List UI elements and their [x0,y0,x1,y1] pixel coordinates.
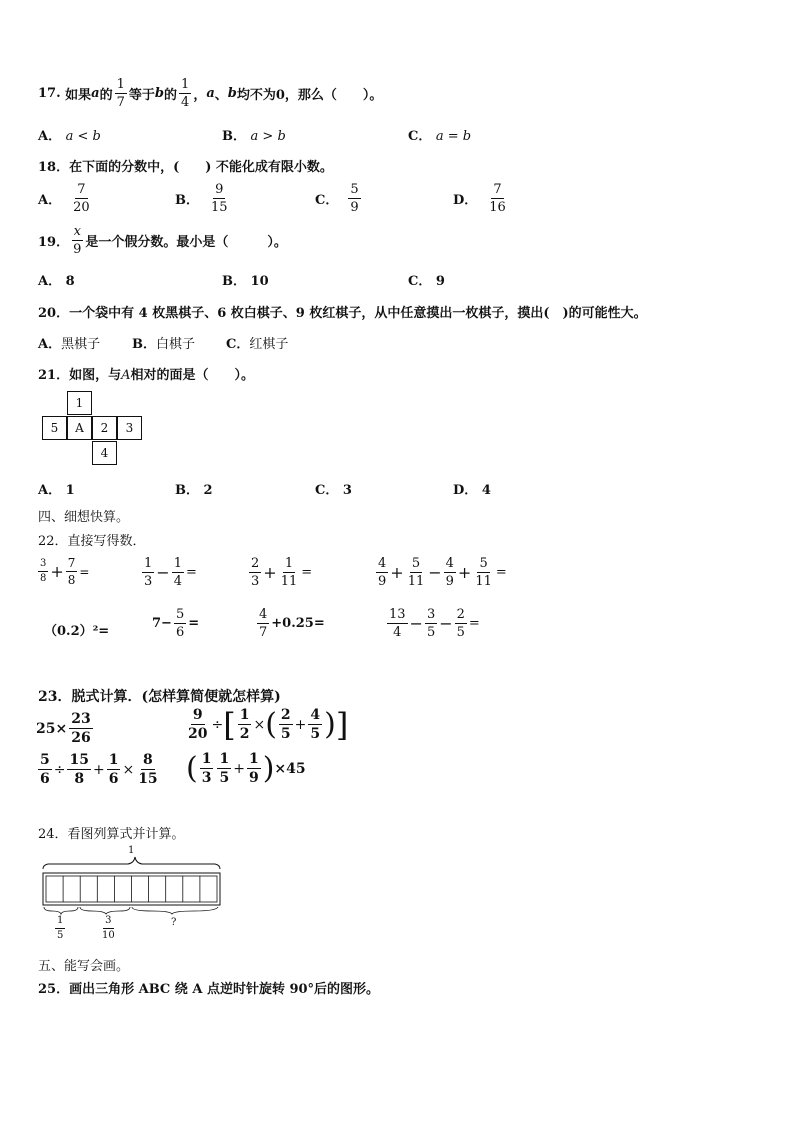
q21-question: 21．如图，与A相对的面是（ ）。 [38,368,254,383]
q23-expr-1: 25× $\frac{23}{26}$ [36,711,91,746]
q20-question: 20．一个袋中有 4 枚黑棋子、6 枚白棋子、9 枚红棋子，从中任意摸出一枚棋子，摸出( )的可能性大。 [38,306,647,321]
three-tenths-label: $\frac{3}{10}$ [102,915,115,941]
q21-option-d[interactable]: D． 4 [453,483,491,498]
net-cell-a: A [67,416,92,440]
q18-option-d[interactable]: D． $\frac{7}{16}$ [453,182,506,215]
net-cell-2: 2 [92,416,117,440]
q18-option-b[interactable]: B． $\frac{9}{15}$ [175,182,228,215]
q18-question: 18．在下面的分数中，( ) 不能化成有限小数。 [38,160,333,175]
q17-line [38,78,382,109]
q18-option-c[interactable]: C． $\frac{5}{9}$ [315,182,359,215]
q19-option-a[interactable]: A． 8 [38,274,75,289]
fraction-bar-diagram [40,843,240,948]
q20-option-c[interactable]: C．红棋子 [226,337,289,352]
section-four-heading: 四、细想快算。 [38,510,130,525]
top-brace [43,857,220,869]
q17-fraction: $\frac{1}{7}$ [116,77,125,110]
section-five-heading: 五、能写会画。 [38,959,130,974]
q17-var-b: b [227,86,237,101]
brace-unknown [132,907,218,914]
q23-expr-4: ( $\frac{1}{3}$ $\frac{1}{5}$ + $\frac{1}{9}$ ) ×45 [186,750,306,786]
q17-text: 的 [99,88,113,103]
q17-option-c[interactable]: C． a = b [408,129,472,144]
q20-option-a[interactable]: A．黑棋子 [38,337,101,352]
q22-expr-8: $\frac{13}{4}$ − $\frac{3}{5}$ − $\frac{2}{5}$ = [389,607,480,640]
cube-net-diagram [40,391,150,466]
q19-option-b[interactable]: B． 10 [222,274,269,289]
q17-var-b: b [154,86,165,101]
q17-text: 的 [164,88,178,103]
bar-dividers [63,876,200,902]
q23-expr-2: $\frac{9}{20}$ ÷ [ $\frac{1}{2}$ × ( $\frac{2}{5}$ + $\frac{4}{5}$ ) ] [188,705,349,744]
q22-question: 22．直接写得数． [38,534,146,549]
q21-option-c[interactable]: C． 3 [315,483,352,498]
q17-number: 17. [38,86,61,101]
q22-expr-6: 7− $\frac{5}{6}$ = [152,607,200,640]
q19-question: 19． $\frac{x}{9}$ 是一个假分数。最小是（ ）。 [38,224,287,257]
q24-question: 24．看图列算式并计算。 [38,827,185,842]
unknown-label: ? [171,917,177,928]
q17-option-b[interactable]: B． a > b [222,129,286,144]
q22-expr-3: $\frac{2}{3}$ + $\frac{1}{11}$ = [251,556,313,589]
net-cell-bottom: 4 [92,441,117,465]
q17-fraction: $\frac{1}{4}$ [181,77,190,110]
q22-expr-4: $\frac{4}{9}$ + $\frac{5}{11}$ − $\frac{4}{9}$ + $\frac{5}{11}$ = [378,556,507,589]
whole-label: 1 [128,845,135,856]
q25-question: 25．画出三角形 ABC 绕 A 点逆时针旋转 90°后的图形。 [38,982,380,997]
q17-text: 均不为0，那么（ ）。 [236,88,383,103]
q17-var-a: a [206,86,215,101]
q17-text: 、 [214,88,228,103]
q20-option-b[interactable]: B．白棋子 [132,337,196,352]
brace-one-fifth [44,907,78,914]
q22-expr-7: $\frac{4}{7}$ +0.25= [259,607,325,640]
net-cell-3: 3 [117,416,142,440]
q18-option-a[interactable]: A． $\frac{7}{20}$ [38,182,90,215]
net-cell-left: 5 [42,416,67,440]
one-fifth-label: $\frac{1}{5}$ [57,915,64,941]
q17-text: 等于 [128,88,155,103]
q21-option-a[interactable]: A． 1 [38,483,75,498]
q21-option-b[interactable]: B． 2 [175,483,213,498]
brace-three-tenths [80,907,130,914]
q17-text: 如果 [65,88,92,103]
q17-var-a: a [91,86,100,101]
q19-option-c[interactable]: C． 9 [408,274,445,289]
fraction-bar-svg [40,843,240,948]
q23-expr-3: $\frac{5}{6}$ ÷ $\frac{15}{8}$ + $\frac{1}{6}$ × $\frac{8}{15}$ [40,752,158,787]
q22-expr-2: $\frac{1}{3}$ − $\frac{1}{4}$ = [144,556,197,589]
q17-text: ， [193,88,207,103]
q17-option-a[interactable]: A． a < b [38,129,101,144]
q23-question: 23．脱式计算．(怎样算简便就怎样算) [38,689,281,705]
net-cell-top: 1 [67,391,92,415]
q22-expr-1: $\frac{3}{8}$ + $\frac{7}{8}$ = [40,556,90,587]
q22-expr-5: （0.2）²= [44,624,110,639]
